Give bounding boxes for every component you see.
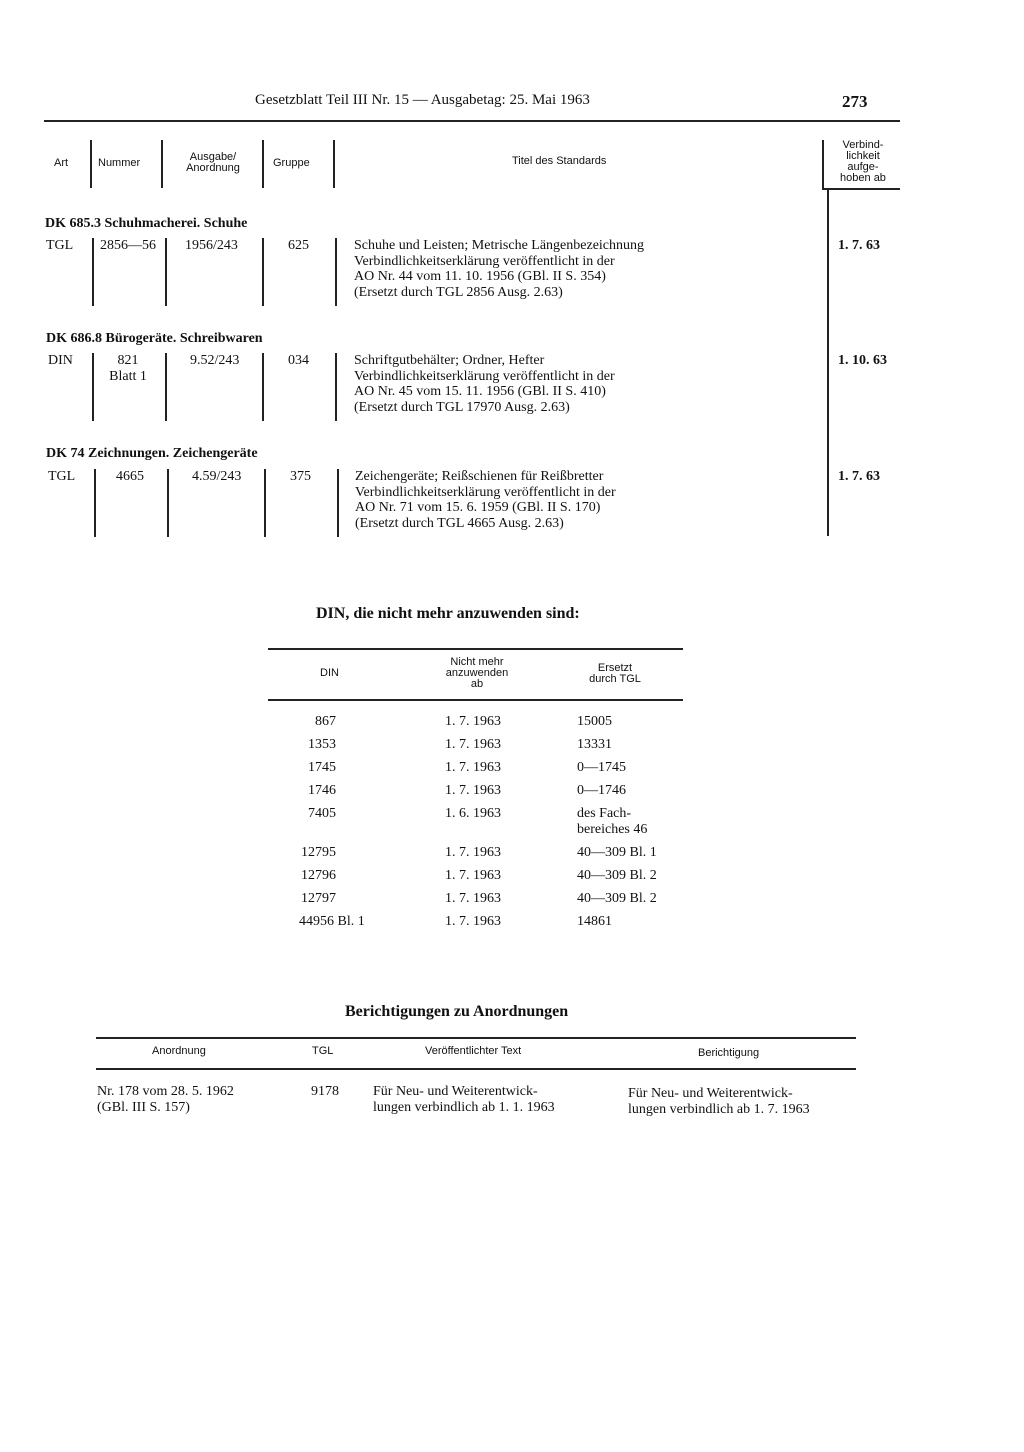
titel-line: Verbindlichkeitserklärung veröffentlicht in der — [355, 484, 616, 500]
din-row-tgl: 15005 — [577, 714, 612, 729]
corr-text-line: Für Neu- und Weiterentwick- — [373, 1084, 538, 1099]
din-row-tgl-line: des Fach- — [577, 806, 632, 821]
row-divider — [262, 353, 264, 421]
row-nummer: 4665 — [116, 469, 144, 484]
corr-berichtigung-line: lungen verbindlich ab 1. 7. 1963 — [628, 1101, 810, 1117]
row-nummer: 2856—56 — [100, 238, 156, 253]
section-heading: DK 686.8 Bürogeräte. Schreibwaren — [46, 331, 263, 346]
corr-anordnung-line: (GBl. III S. 157) — [97, 1099, 190, 1115]
din-row-tgl-line: bereiches 46 — [577, 821, 648, 837]
din-row-date: 1. 6. 1963 — [445, 806, 501, 821]
col-header-nummer: Nummer — [98, 157, 141, 169]
din-row-tgl: 40—309 Bl. 1 — [577, 845, 657, 860]
din-row-din: 44956 Bl. 1 — [299, 914, 365, 929]
corr-anordnung-line: Nr. 178 vom 28. 5. 1962 — [97, 1084, 234, 1099]
row-ausgabe: 4.59/243 — [192, 469, 242, 484]
section-heading: DK 685.3 Schuhmacherei. Schuhe — [45, 216, 248, 231]
nummer-line: 821 — [117, 353, 139, 368]
row-art: TGL — [48, 469, 76, 484]
row-gruppe: 034 — [288, 353, 309, 368]
titel-line: Zeichengeräte; Reißschienen für Reißbretter — [355, 469, 604, 484]
din-row-date: 1. 7. 1963 — [445, 783, 501, 798]
main-table-divider — [333, 140, 335, 188]
titel-line: Schuhe und Leisten; Metrische Längenbezeichnung — [354, 238, 645, 253]
din-row-din: 1353 — [308, 737, 336, 752]
row-gruppe: 625 — [288, 238, 309, 253]
row-divider — [335, 353, 337, 421]
titel-line: (Ersetzt durch TGL 17970 Ausg. 2.63) — [354, 399, 570, 415]
titel-line: AO Nr. 71 vom 15. 6. 1959 (GBl. II S. 170) — [355, 500, 601, 515]
row-divider — [335, 238, 337, 306]
din-col-header-line: durch TGL — [589, 673, 641, 685]
row-divider — [94, 469, 96, 537]
col-header-verb-line: Verbind- — [842, 139, 884, 151]
row-date: 1. 10. 63 — [838, 353, 887, 368]
din-row-din: 12796 — [301, 868, 336, 883]
corr-text-line: lungen verbindlich ab 1. 1. 1963 — [373, 1099, 555, 1115]
main-table-divider — [822, 140, 824, 188]
row-date: 1. 7. 63 — [838, 238, 880, 253]
din-row-tgl: 13331 — [577, 737, 612, 752]
section-heading: DK 74 Zeichnungen. Zeichengeräte — [46, 446, 258, 461]
row-divider — [92, 353, 94, 421]
col-header-titel: Titel des Standards — [512, 155, 607, 167]
row-titel — [355, 469, 616, 531]
row-art: DIN — [48, 353, 73, 368]
corr-berichtigung-line: Für Neu- und Weiterentwick- — [628, 1086, 793, 1101]
col-header-verb-line: lichkeit — [846, 150, 880, 162]
corrections-top-rule — [96, 1037, 856, 1039]
col-header-ausgabe — [170, 152, 256, 174]
row-art: TGL — [46, 238, 74, 253]
corrections-header-rule — [96, 1068, 856, 1070]
corrections-title: Berichtigungen zu Anordnungen — [345, 1003, 569, 1020]
din-col-header-nicht — [430, 657, 524, 690]
row-ausgabe: 1956/243 — [185, 238, 238, 253]
nummer-line: Blatt 1 — [109, 368, 147, 384]
row-divider — [262, 238, 264, 306]
row-divider — [165, 238, 167, 306]
din-row-din: 12795 — [301, 845, 336, 860]
row-divider — [264, 469, 266, 537]
din-col-header-line: ab — [470, 678, 484, 690]
col-header-verb-line: hoben ab — [840, 172, 886, 184]
din-row-date: 1. 7. 1963 — [445, 914, 501, 929]
titel-line: Verbindlichkeitserklärung veröffentlicht in der — [354, 253, 615, 269]
row-divider — [92, 238, 94, 306]
din-row-din: 12797 — [301, 891, 336, 906]
page-header-title: Gesetzblatt Teil III Nr. 15 — Ausgabetag: 25. Mai 1963 — [255, 92, 590, 108]
din-row-din: 7405 — [308, 806, 336, 821]
corr-col-header-anordnung: Anordnung — [152, 1045, 206, 1057]
row-date: 1. 7. 63 — [838, 469, 880, 484]
din-table-top-rule — [268, 648, 683, 650]
din-table-title: DIN, die nicht mehr anzuwenden sind: — [316, 605, 580, 622]
corr-row-tgl: 9178 — [311, 1084, 339, 1099]
din-col-header-line: Nicht mehr — [450, 656, 504, 668]
din-row-tgl: 40—309 Bl. 2 — [577, 868, 657, 883]
main-table-divider — [262, 140, 264, 188]
din-row-tgl: 0—1745 — [577, 760, 626, 775]
main-table-divider — [90, 140, 92, 188]
din-col-header-din: DIN — [320, 667, 339, 679]
verbindlichkeit-header-rule — [822, 188, 900, 190]
corr-row-berichtigung — [628, 1086, 810, 1117]
verbindlichkeit-column-rule — [827, 188, 829, 536]
page-number: 273 — [842, 92, 868, 111]
row-gruppe: 375 — [290, 469, 311, 484]
din-row-din: 867 — [315, 714, 336, 729]
din-row-date: 1. 7. 1963 — [445, 845, 501, 860]
col-header-ausgabe-line: Ausgabe/ — [189, 151, 237, 163]
row-divider — [167, 469, 169, 537]
corr-col-header-berichtigung: Berichtigung — [698, 1047, 760, 1059]
titel-line: Schriftgutbehälter; Ordner, Hefter — [354, 353, 545, 368]
din-row-date: 1. 7. 1963 — [445, 714, 501, 729]
din-col-header-line: anzuwenden — [445, 667, 509, 679]
din-row-date: 1. 7. 1963 — [445, 737, 501, 752]
din-col-header-line: Ersetzt — [597, 662, 633, 674]
din-table-header-rule — [268, 699, 683, 701]
titel-line: AO Nr. 45 vom 15. 11. 1956 (GBl. II S. 410) — [354, 384, 606, 399]
col-header-gruppe: Gruppe — [273, 157, 310, 169]
din-col-header-ersetzt — [565, 663, 665, 685]
corr-row-text — [373, 1084, 555, 1115]
col-header-verbindlichkeit — [828, 140, 898, 184]
din-row-tgl: 40—309 Bl. 2 — [577, 891, 657, 906]
row-divider — [337, 469, 339, 537]
row-titel — [354, 238, 644, 300]
titel-line: Verbindlichkeitserklärung veröffentlicht in der — [354, 368, 615, 384]
row-divider — [165, 353, 167, 421]
main-table-top-rule — [44, 120, 900, 122]
din-row-date: 1. 7. 1963 — [445, 868, 501, 883]
din-row-tgl: 14861 — [577, 914, 612, 929]
main-table-divider — [161, 140, 163, 188]
titel-line: AO Nr. 44 vom 11. 10. 1956 (GBl. II S. 354) — [354, 269, 606, 284]
titel-line: (Ersetzt durch TGL 4665 Ausg. 2.63) — [355, 515, 564, 531]
col-header-ausgabe-line: Anordnung — [186, 162, 240, 174]
corr-col-header-text: Veröffentlichter Text — [425, 1045, 522, 1057]
corr-row-anordnung — [97, 1084, 234, 1115]
din-row-date: 1. 7. 1963 — [445, 891, 501, 906]
row-titel — [354, 353, 615, 415]
corr-col-header-tgl: TGL — [312, 1045, 334, 1057]
titel-line: (Ersetzt durch TGL 2856 Ausg. 2.63) — [354, 284, 563, 300]
din-row-din: 1746 — [308, 783, 336, 798]
din-row-date: 1. 7. 1963 — [445, 760, 501, 775]
din-row-tgl — [577, 806, 647, 837]
din-row-tgl: 0—1746 — [577, 783, 626, 798]
col-header-verb-line: aufge- — [847, 161, 879, 173]
row-nummer — [95, 353, 161, 384]
col-header-art: Art — [54, 157, 69, 169]
row-ausgabe: 9.52/243 — [190, 353, 240, 368]
din-row-din: 1745 — [308, 760, 336, 775]
